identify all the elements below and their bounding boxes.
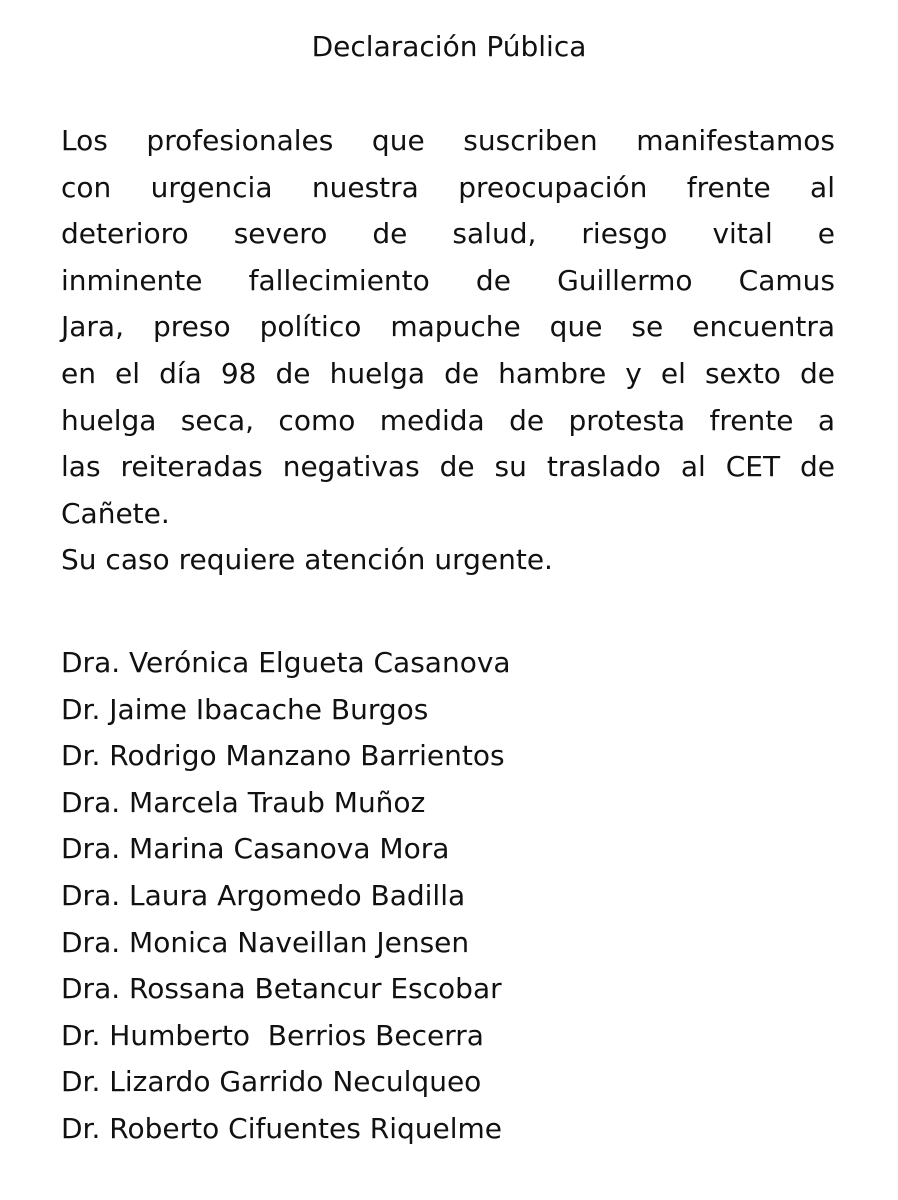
- signatory-name: Dra. Marina Casanova Mora: [61, 832, 450, 866]
- paragraph-line: en el día 98 de huelga de hambre y el sexto de: [61, 356, 835, 390]
- signatories-list: [61, 640, 835, 1153]
- signatory-name: Dra. Laura Argomedo Badilla: [61, 878, 466, 912]
- document-title: Declaración Pública: [311, 30, 587, 63]
- signatory-name: Dra. Rossana Betancur Escobar: [61, 972, 502, 1006]
- signatory-name: Dr. Jaime Ibacache Burgos: [61, 692, 429, 726]
- signatory-name: Dra. Marcela Traub Muñoz: [61, 785, 426, 819]
- signatory-name: Dr. Rodrigo Manzano Barrientos: [61, 739, 505, 773]
- statement-paragraph: [61, 118, 835, 584]
- paragraph-line: Cañete.: [61, 496, 170, 530]
- paragraph-line: las reiteradas negativas de su traslado al CET de: [61, 450, 835, 484]
- paragraph-line: Los profesionales que suscriben manifestamos: [61, 124, 835, 157]
- signatory-name: Dr. Roberto Cifuentes Riquelme: [61, 1111, 503, 1145]
- paragraph-line: inminente fallecimiento de Guillermo Camus: [61, 263, 835, 297]
- signatory-name: Dra. Monica Naveillan Jensen: [61, 925, 470, 959]
- signatory-name: Dr. Lizardo Garrido Neculqueo: [61, 1065, 482, 1099]
- paragraph-line: con urgencia nuestra preocupación frente al: [61, 170, 835, 204]
- closing-sentence: Su caso requiere atención urgente.: [61, 543, 553, 577]
- signatory-name: Dra. Verónica Elgueta Casanova: [61, 646, 511, 679]
- signatory-name: Dr. Humberto Berrios Becerra: [61, 1018, 484, 1052]
- paragraph-line: Jara, preso político mapuche que se encuentra: [61, 310, 835, 344]
- paragraph-line: huelga seca, como medida de protesta frente a: [61, 403, 835, 437]
- paragraph-line: deterioro severo de salud, riesgo vital e: [61, 217, 835, 251]
